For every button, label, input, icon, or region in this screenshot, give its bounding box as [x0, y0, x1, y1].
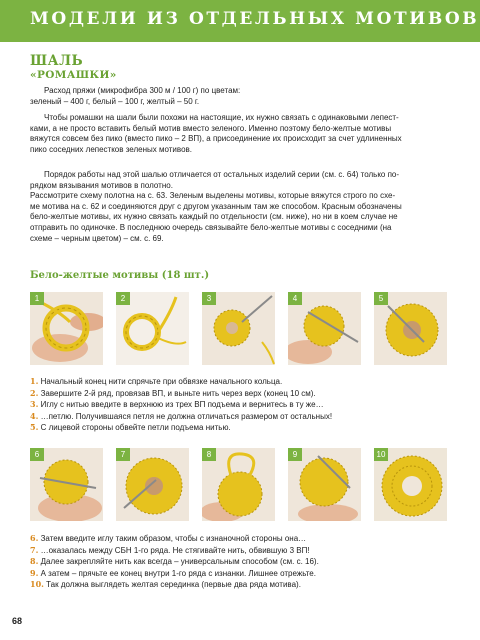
photo-number: 1 — [30, 292, 44, 305]
page-header-title: МОДЕЛИ ИЗ ОТДЕЛЬНЫХ МОТИВОВ — [30, 9, 480, 29]
pattern-title: ШАЛЬ — [30, 53, 84, 69]
step-item: 10. Так должна выглядеть желтая серединка (первые два ряда мотива). — [30, 579, 301, 590]
step-item: 5. С лицевой стороны обвейте петли подъема нитью. — [30, 422, 231, 433]
step-photo-1 — [30, 292, 103, 365]
step-photo-10 — [374, 448, 447, 521]
photo-number: 6 — [30, 448, 44, 461]
step-item: 4. …петлю. Получившаяся петля не должна отличаться размером от остальных! — [30, 410, 333, 421]
step-item: 2. Завершите 2-й ряд, провязав ВП, и выньте нить через верх (конец 10 см). — [30, 387, 316, 398]
step-photo-8 — [202, 448, 275, 521]
photo-number: 5 — [374, 292, 388, 305]
page-number: 68 — [12, 616, 23, 626]
photo-number: 7 — [116, 448, 130, 461]
step-item: 8. Далее закрепляйте нить как всегда – универсальным способом (см. с. 16). — [30, 556, 319, 567]
section-title: Бело-желтые мотивы (18 шт.) — [30, 270, 210, 281]
step-photo-6 — [30, 448, 103, 521]
steps-list-2 — [30, 533, 450, 591]
step-photo-5 — [374, 292, 447, 365]
photo-number: 9 — [288, 448, 302, 461]
step-item: 1. Начальный конец нити спрячьте при обвязке начального кольца. — [30, 376, 283, 386]
yarn-paragraph: Расход пряжи (микрофибра 300 м / 100 г) по цветам: зеленый – 400 г, белый – 100 г, желтый – 50 г. — [30, 86, 241, 106]
step-item: 6. Затем введите иглу таким образом, чтобы с изнаночной стороны она… — [30, 533, 307, 543]
order-paragraph: Порядок работы над этой шалью отличается от остальных изделий серии (см. с. 64) только по- рядком вязывания мотивов в полотно. Рассмотрите схему полотна на с. 63. Зеленым выделены мотивы, которые вяжутся строго по схе- ме мотива на с. 62 и соединяются друг с другом указанным там же способом. Красным обозначены бело-желтые мотивы, их нужно связать каждый по отдельности (см. ниже), но ни в коем случае не отправить по одиночке. В последнюю очередь связывайте бело-желтые мотивы с соседними (на схеме – черным цветом) – см. с. 69. — [30, 170, 402, 243]
pattern-subtitle: «РОМАШКИ» — [30, 69, 117, 81]
photo-number: 2 — [116, 292, 130, 305]
photo-number: 4 — [288, 292, 302, 305]
step-photo-7 — [116, 448, 189, 521]
intro-paragraph: Чтобы ромашки на шали были похожи на настоящие, их нужно связать с одинаковыми лепест- ками, а не просто вставить белый мотив вместо зеленого. Именно поэтому бело-желтые мотивы вяжутся совсем без пико (вместо пико – 2 ВП), а присоединение их происходит за счет удлиненных пико соседних лепестков зеленых мотивов. — [30, 113, 402, 154]
step-item: 7. …оказалась между СБН 1-го ряда. Не стягивайте нить, обвившую 3 ВП! — [30, 544, 310, 555]
step-item: 3. Иглу с нитью введите в верхнюю из трех ВП подъема и вернитесь в ту же… — [30, 399, 324, 410]
steps-list-1 — [30, 376, 450, 434]
photo-number: 3 — [202, 292, 216, 305]
photo-number: 8 — [202, 448, 216, 461]
step-photo-3 — [202, 292, 275, 365]
step-photo-2 — [116, 292, 189, 365]
step-photo-9 — [288, 448, 361, 521]
step-photo-4 — [288, 292, 361, 365]
step-item: 9. А затем – прячьте ее конец внутри 1-го ряда с изнанки. Лишнее отрежьте. — [30, 567, 316, 578]
photo-number: 10 — [374, 448, 388, 461]
